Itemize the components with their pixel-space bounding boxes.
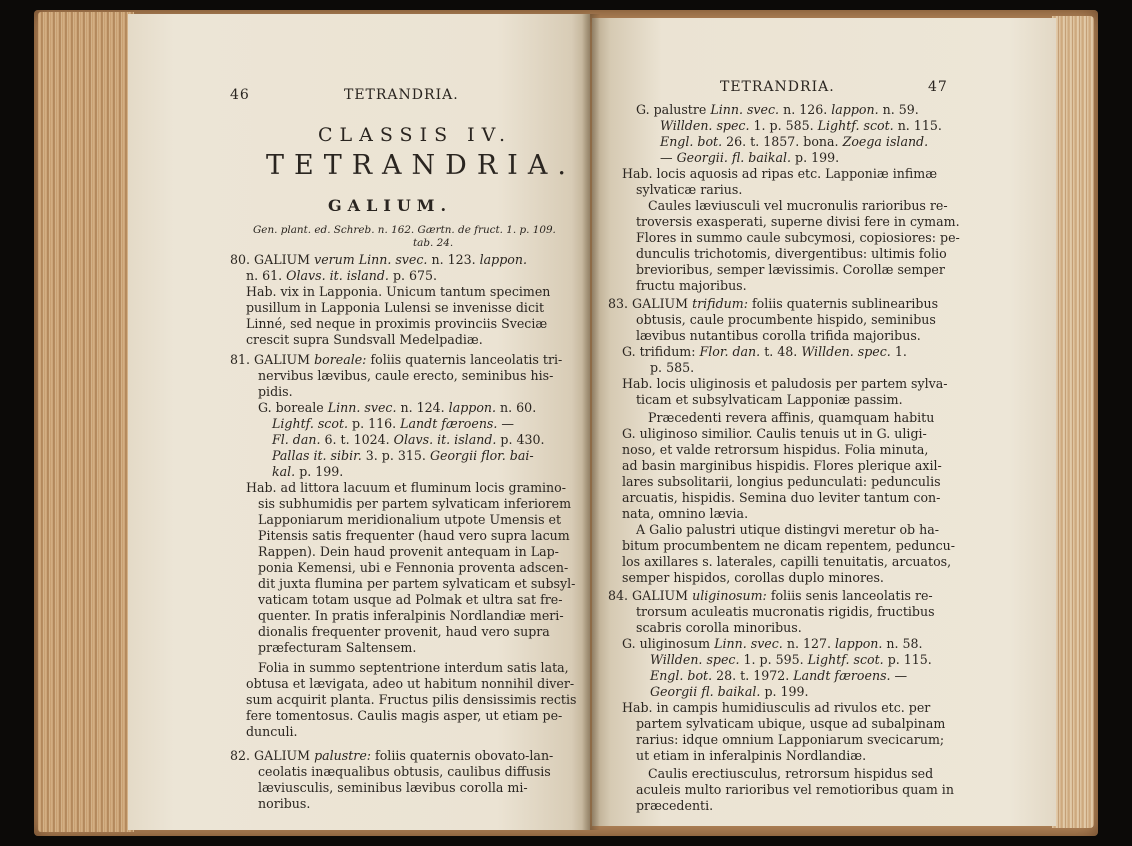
species-entry-83: 83. GALIUM trifidum: foliis quaternis sublinearibus xyxy=(608,296,939,311)
entry-number: 83. xyxy=(608,296,629,311)
habitat-text: Hab. ad littora lacuum et fluminum locis gramino- xyxy=(246,480,567,495)
species-entry-81: 81. GALIUM boreale: foliis quaternis lanceolatis tri- xyxy=(230,352,563,367)
right-running-head: TETRANDRIA. xyxy=(720,79,835,95)
habitat-text: Hab. vix in Lapponia. Unicum tantum specimen xyxy=(246,284,551,299)
left-running-head: TETRANDRIA. xyxy=(344,87,459,103)
right-page-number: 47 xyxy=(928,79,948,95)
species-entry-82: 82. GALIUM palustre: foliis quaternis obovato-lan- xyxy=(230,748,554,763)
description-note: Caules læviusculi vel mucronulis rarioribus re- xyxy=(648,198,948,213)
class-name-heading: TETRANDRIA. xyxy=(266,150,576,181)
species-entry-84: 84. GALIUM uliginosum: foliis senis lanceolatis re- xyxy=(608,588,933,603)
synonymy-82: G. palustre Linn. svec. n. 126. lappon. n. 59. xyxy=(636,102,919,117)
classis-heading: CLASSIS IV. xyxy=(318,124,513,146)
left-page-edges xyxy=(38,12,134,832)
species-entry-80: 80. GALIUM verum Linn. svec. n. 123. lappon. xyxy=(230,252,527,267)
entry-number: 80. xyxy=(230,252,251,267)
entry-number: 81. xyxy=(230,352,251,367)
habitat-text: Hab. locis aquosis ad ripas etc. Lapponiæ infimæ xyxy=(622,166,938,181)
genus-heading: GALIUM. xyxy=(328,196,453,215)
habitat-text: Hab. locis uliginosis et paludosis per partem sylva- xyxy=(622,376,948,391)
genus-reference: Gen. plant. ed. Schreb. n. 162. Gærtn. de fruct. 1. p. 109. xyxy=(253,224,556,236)
right-page: TETRANDRIA. 47 G. palustre Linn. svec. n. 126. lappon. n. 59. Willden. spec. 1. p. 585. Lightf. scot. n. 115. Engl. bot. 26. t. 1857. bona. Zoega island. — Georgii. fl. baikal. p. 199. Hab. locis aquosis ad ripas etc. Lapponiæ infimæ sylvaticæ rarius. Caules læviusculi vel mucronulis rarioribus re- troversis exasperati, superne divisi fere in cymam. Flores in summo caule subcymosi, copiosiores: pe- dunculis trichotomis, divergentibus: ultimis folio brevioribus, semper lævissimis. Corollæ semper fructu majoribus. 83. GALIUM trifidum: foliis quaternis sublinearibus obtusis, caule procumbente hispido, seminibus lævibus nutantibus corolla trifida majoribus. G. trifidum: Flor. dan. t. 48. Willden. spec. 1. p. 585. Hab. locis uliginosis et paludosis per partem sylva- ticam et subsylvaticam Lapponiæ passim. Præcedenti revera affinis, quamquam habitu G. uliginoso similior. Caulis tenuis ut in G. uligi- noso, et valde retrorsum hispidus. Folia minuta, ad basin marginibus hispidis. Flores plerique axil- lares subsolitarii, longius pedunculati: pedunculis arcuatis, hispidis. Semina duo leviter tantum con- nata, omnino lævia. A Galio palustri utique distingvi meretur ob ha- bitum procumbentem ne dicam repentem, peduncu- los axillares s. laterales, capilli tenuitatis, arcuatos, semper hispidos, corollas duplo minores. 84. GALIUM uliginosum: foliis senis lanceolatis re- trorsum aculeatis mucronatis rigidis, fructibus scabris corolla minoribus. G. uliginosum Linn. svec. n. 127. lappon. n. 58. Willden. spec. 1. p. 595. Lightf. scot. p. 115. Engl. bot. 28. t. 1972. Landt færoens. — Georgii fl. baikal. p. 199. Hab. in campis humidiusculis ad rivulos etc. per partem sylvaticam ubique, usque ad subalpinam rarius: idque omnium Lapponiarum svecicarum; ut etiam in inferalpinis Nordlandiæ. Caulis erectiusculus, retrorsum hispidus sed aculeis multo rarioribus vel remotioribus quam in præcedenti. xyxy=(592,18,1056,826)
left-page-number: 46 xyxy=(230,87,250,103)
left-page: 46 TETRANDRIA. CLASSIS IV. TETRANDRIA. GALIUM. Gen. plant. ed. Schreb. n. 162. Gærtn. de fruct. 1. p. 109. tab. 24. 80. GALIUM verum Linn. svec. n. 123. lappon. n. 61. Olavs. it. island. p. 675. Hab. vix in Lapponia. Unicum tantum specimen pusillum in Lapponia Lulensi se invenisse dicit Linné, sed neque in proximis provinciis Sveciæ crescit supra Sundsvall Medelpadiæ. 81. GALIUM boreale: foliis quaternis lanceolatis tri- nervibus lævibus, caule erecto, seminibus his- pidis. G. boreale Linn. svec. n. 124. lappon. n. 60. Lightf. scot. p. 116. Landt færoens. — Fl. dan. 6. t. 1024. Olavs. it. island. p. 430. Pallas it. sibir. 3. p. 315. Georgii flor. bai- kal. p. 199. Hab. ad littora lacuum et fluminum locis gramino- sis subhumidis per partem sylvaticam inferiorem Lapponiarum meridionalium utpote Umensis et Pitensis satis frequenter (haud vero supra lacum Rappen). Dein haud provenit antequam in Lap- ponia Kemensi, ubi e Fennonia proventa adscen- dit juxta flumina per partem sylvaticam et subsyl- vaticam totam usque ad Polmak et ultra sat fre- quenter. In pratis inferalpinis Nordlandiæ meri- dionalis frequenter provenit, haud vero supra præfecturam Saltensem. Folia in summo septentrione interdum satis lata, obtusa et lævigata, adeo ut habitum nonnihil diver- sum acquirit planta. Fructus pilis densissimis rectis fere tomentosus. Caulis magis asper, ut etiam pe- dunculi. 82. GALIUM palustre: foliis quaternis obovato-lan- ceolatis inæqualibus obtusis, caulibus diffusis læviusculis, seminibus lævibus corolla mi- noribus. xyxy=(128,14,590,830)
right-page-edges xyxy=(1052,16,1094,828)
genus-reference-tab: tab. 24. xyxy=(413,237,454,249)
description-note: Præcedenti revera affinis, quamquam habitu xyxy=(648,410,935,425)
description-note: Caulis erectiusculus, retrorsum hispidus sed xyxy=(648,766,934,781)
entry-number: 82. xyxy=(230,748,251,763)
description-note: Folia in summo septentrione interdum satis lata, xyxy=(258,660,569,675)
entry-number: 84. xyxy=(608,588,629,603)
book-gutter xyxy=(582,14,600,830)
habitat-text: Hab. in campis humidiusculis ad rivulos etc. per xyxy=(622,700,931,715)
